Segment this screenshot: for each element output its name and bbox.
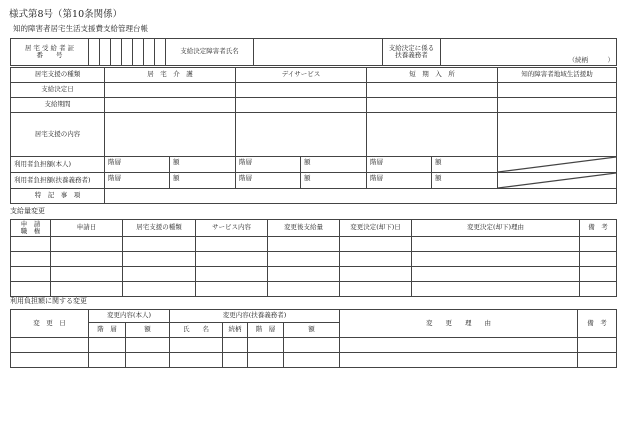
- period-label: 支給期間: [11, 98, 105, 113]
- service-short-stay: 短 期 入 所: [367, 68, 498, 83]
- content-field[interactable]: [498, 113, 617, 157]
- amount-label: 額: [170, 173, 236, 189]
- recipient-number-digit[interactable]: [144, 39, 155, 66]
- guardian-name-label: 氏 名: [170, 323, 223, 338]
- amount-label: 額: [126, 323, 170, 338]
- tier-label: 階 層: [248, 323, 284, 338]
- change-date-label: 変 更 日: [11, 310, 89, 338]
- col-service-type: 居宅支援の種類: [123, 220, 196, 237]
- content-field[interactable]: [236, 113, 367, 157]
- amount-label: 額: [301, 173, 367, 189]
- period-field[interactable]: [367, 98, 498, 113]
- person-name-label: 支給決定障害者氏名: [166, 39, 254, 66]
- content-label: 居宅支援の内容: [11, 113, 105, 157]
- amount-label: 額: [301, 157, 367, 173]
- period-field[interactable]: [105, 98, 236, 113]
- col-decision-reason: 変更決定(却下)理由: [412, 220, 580, 237]
- col-decision-date: 変更決定(却下)日: [340, 220, 412, 237]
- table-row: [11, 267, 617, 282]
- form-title: 知的障害者居宅生活支援費支給管理台帳: [13, 24, 148, 33]
- header-table: [10, 38, 617, 66]
- table-row: [11, 338, 617, 353]
- recipient-number-digit[interactable]: [122, 39, 133, 66]
- tier-label: 階層: [367, 157, 432, 173]
- burden-change-section-title: 利用負担額に関する変更: [10, 297, 87, 305]
- col-new-amount: 変更後支給量: [268, 220, 340, 237]
- guardian-relation-label: 続柄: [223, 323, 248, 338]
- change-reason-label: 変 更 理 由: [340, 310, 578, 338]
- burden-guardian-label: 利用者負担額(扶養義務者): [11, 173, 105, 189]
- decision-date-label: 支給決定日: [11, 83, 105, 98]
- amount-label: 額: [432, 173, 498, 189]
- diagonal-cell: [498, 173, 617, 189]
- change-section-title: 支給量変更: [10, 207, 45, 215]
- decision-date-field[interactable]: [236, 83, 367, 98]
- tier-label: 階 層: [89, 323, 126, 338]
- change-table: [10, 219, 617, 297]
- tier-label: 階層: [105, 157, 170, 173]
- recipient-number-digit[interactable]: [89, 39, 100, 66]
- guardian-group-label: 変更内容(扶養義務者): [170, 310, 340, 323]
- decision-date-field[interactable]: [105, 83, 236, 98]
- amount-label: 額: [170, 157, 236, 173]
- service-community-living: 知的障害者地域生活援助: [498, 68, 617, 83]
- service-home-care: 居 宅 介 護: [105, 68, 236, 83]
- period-field[interactable]: [498, 98, 617, 113]
- burden-change-table: [10, 309, 617, 368]
- service-type-label: 居宅支援の種類: [11, 68, 105, 83]
- main-table: [10, 67, 617, 204]
- diagonal-cell: [498, 157, 617, 173]
- recipient-number-digit[interactable]: [100, 39, 111, 66]
- col-notes: 備 考: [580, 220, 617, 237]
- content-field[interactable]: [367, 113, 498, 157]
- tier-label: 階層: [105, 173, 170, 189]
- tier-label: 階層: [236, 157, 301, 173]
- relation-label: （続柄 ）: [568, 55, 614, 64]
- burden-self-label: 利用者負担額(本人): [11, 157, 105, 173]
- person-name-field[interactable]: [254, 39, 383, 66]
- decision-date-field[interactable]: [498, 83, 617, 98]
- recipient-number-digit[interactable]: [155, 39, 166, 66]
- notes-label: 特 記 事 項: [11, 189, 105, 204]
- decision-date-field[interactable]: [367, 83, 498, 98]
- col-application-authority: 申 請 職 権: [11, 220, 51, 237]
- period-field[interactable]: [236, 98, 367, 113]
- tier-label: 階層: [367, 173, 432, 189]
- form-number: 様式第8号（第10条関係）: [9, 9, 123, 20]
- content-field[interactable]: [105, 113, 236, 157]
- guardian-field[interactable]: [441, 39, 617, 66]
- table-row: [11, 353, 617, 368]
- change-notes-label: 備 考: [578, 310, 617, 338]
- table-row: [11, 237, 617, 252]
- recipient-number-digit[interactable]: [111, 39, 122, 66]
- notes-field[interactable]: [105, 189, 617, 204]
- self-group-label: 変更内容(本人): [89, 310, 170, 323]
- col-service-content: サービス内容: [196, 220, 268, 237]
- table-row: [11, 282, 617, 297]
- recipient-number-digit[interactable]: [133, 39, 144, 66]
- table-row: [11, 252, 617, 267]
- service-day-service: デイサービス: [236, 68, 367, 83]
- amount-label: 額: [432, 157, 498, 173]
- tier-label: 階層: [236, 173, 301, 189]
- col-application-date: 申請日: [51, 220, 123, 237]
- guardian-label: 支給決定に係る 扶養義務者: [383, 39, 441, 66]
- amount-label: 額: [284, 323, 340, 338]
- recipient-number-label: 居 宅 受 給 者 証 番 号: [11, 39, 89, 66]
